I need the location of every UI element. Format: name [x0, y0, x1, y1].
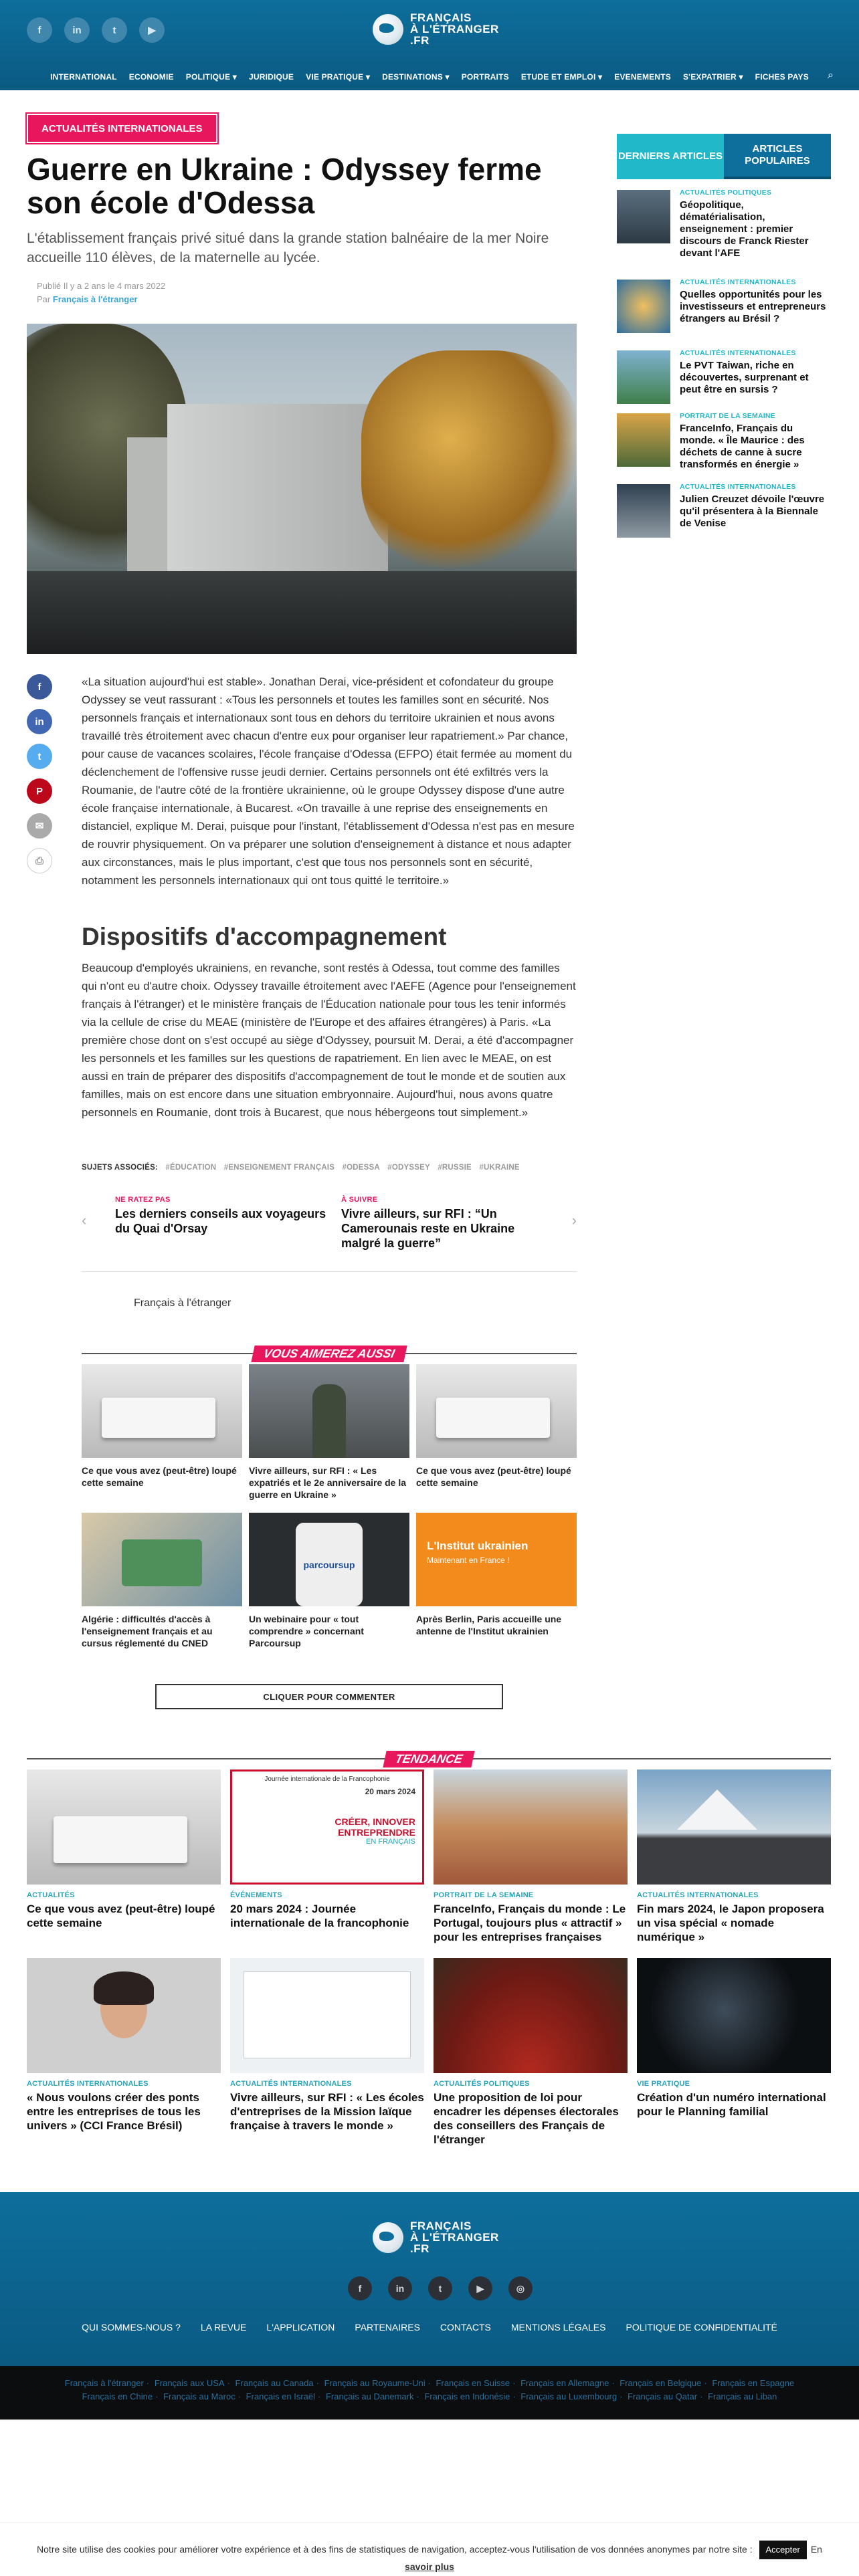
nav-etude-emploi[interactable]: ETUDE ET EMPLOI ▾ — [520, 72, 603, 82]
footer-link[interactable]: CONTACTS — [440, 2322, 491, 2333]
site-logo[interactable]: FRANÇAIS À L'ÉTRANGER .FR — [373, 12, 499, 46]
learn-more-link[interactable]: savoir plus — [405, 2561, 454, 2572]
header-social — [27, 17, 165, 43]
share-facebook-icon[interactable]: f — [27, 674, 52, 700]
related-card[interactable]: Ce que vous avez (peut-être) loupé cette semaine — [82, 1364, 242, 1489]
article-meta: Publié Il y a 2 ans le 4 mars 2022 Par Français à l'étranger — [37, 281, 166, 304]
related-tags: SUJETS ASSOCIÉS: #ÉDUCATION #ENSEIGNEMENT FRANÇAIS #ODESSA #ODYSSEY #RUSSIE #UKRAINE — [82, 1164, 520, 1172]
main-nav — [0, 64, 859, 90]
next-article[interactable]: À SUIVRE Vivre ailleurs, sur RFI : “Un Camerounais reste en Ukraine malgré la guerre” — [341, 1196, 515, 1250]
tag-link[interactable]: #RUSSIE — [438, 1164, 472, 1172]
country-link[interactable]: Français au Liban — [708, 2391, 777, 2401]
trending-card[interactable]: ACTUALITÉS INTERNATIONALES Fin mars 2024, le Japon proposera un visa spécial « nomade numérique » — [637, 1769, 831, 1944]
footer-link[interactable]: MENTIONS LÉGALES — [510, 2322, 606, 2333]
country-link[interactable]: Français en Suisse — [436, 2378, 510, 2388]
sidebar-item[interactable]: PORTRAIT DE LA SEMAINE FranceInfo, Français du monde. « Île Maurice : des déchets de canne à sucre transformés en énergie » — [617, 412, 831, 472]
search-icon[interactable]: ⌕ — [828, 70, 834, 81]
article-lede: L'établissement français privé situé dans la grande station balnéaire de la mer Noire accueille 110 élèves, de la maternelle au lycée. — [27, 231, 549, 265]
cookie-banner: Notre site utilise des cookies pour améliorer votre expérience et à des fins de statistiques de navigation, acceptez-vous l'utilisation de vos données anonymes par notre site : Accepter En savoir plus — [0, 2523, 859, 2576]
article-title: Guerre en Ukraine : Odyssey ferme son école d'Odessa — [27, 152, 542, 220]
youtube-icon[interactable]: ▶ — [468, 2276, 492, 2300]
country-link[interactable]: Français en Espagne — [712, 2378, 795, 2388]
footer-link[interactable]: L'APPLICATION — [266, 2322, 335, 2333]
share-bar — [27, 674, 52, 873]
footer-social — [348, 2276, 533, 2300]
chevron-left-icon[interactable]: ‹ — [82, 1212, 87, 1228]
footer-link[interactable]: PARTENAIRES — [355, 2322, 420, 2333]
tag-link[interactable]: #ÉDUCATION — [165, 1164, 217, 1172]
tag-link[interactable]: #UKRAINE — [479, 1164, 520, 1172]
author-link[interactable]: Français à l'étranger — [52, 294, 138, 304]
nav-destinations[interactable]: DESTINATIONS ▾ — [382, 72, 450, 82]
country-link[interactable]: Français au Qatar — [628, 2391, 698, 2401]
country-link[interactable]: Français au Canada — [235, 2378, 314, 2388]
trending-card[interactable]: Journée internationale de la Francophonie 20 mars 2024 CRÉER, INNOVER ENTREPRENDRE EN FRANÇAIS ÉVÉNEMENTS 20 mars 2024 : Journée internationale de la francophonie — [230, 1769, 424, 1930]
related-card[interactable]: Vivre ailleurs, sur RFI : « Les expatriés et le 2e anniversaire de la guerre en Ukraine » — [249, 1364, 409, 1501]
country-link[interactable]: Français au Royaume-Uni — [324, 2378, 425, 2388]
prev-article[interactable]: NE RATEZ PAS Les derniers conseils aux voyageurs du Quai d'Orsay — [115, 1196, 326, 1235]
chevron-right-icon[interactable]: › — [571, 1212, 577, 1228]
country-link[interactable]: Français en Israël — [246, 2391, 315, 2401]
linkedin-icon[interactable]: in — [388, 2276, 412, 2300]
country-link[interactable]: Français à l'étranger — [64, 2378, 144, 2388]
trending-heading: TENDANCE — [27, 1749, 831, 1768]
share-twitter-icon[interactable]: t — [27, 744, 52, 769]
trending-card[interactable]: ACTUALITÉS INTERNATIONALES « Nous voulons créer des ponts entre les entreprises de tous les univers » (CCI France Brésil) — [27, 1958, 221, 2133]
trending-card[interactable]: ACTUALITÉS INTERNATIONALES Vivre ailleurs, sur RFI : « Les écoles d'entreprises de la Mission laïque française à travers le monde » — [230, 1958, 424, 2133]
share-pinterest-icon[interactable]: P — [27, 778, 52, 804]
site-header — [0, 0, 859, 90]
share-linkedin-icon[interactable]: in — [27, 709, 52, 734]
trending-card[interactable]: VIE PRATIQUE Création d'un numéro international pour le Planning familial — [637, 1958, 831, 2119]
related-card[interactable]: L'Institut ukrainien Maintenant en France ! Après Berlin, Paris accueille une antenne de l'Institut ukrainien — [416, 1513, 577, 1637]
publish-date: Publié Il y a 2 ans le 4 mars 2022 — [37, 281, 166, 291]
related-card[interactable]: parcoursup Un webinaire pour « tout comprendre » concernant Parcoursup — [249, 1513, 409, 1649]
tag-link[interactable]: #ENSEIGNEMENT FRANÇAIS — [223, 1164, 335, 1172]
country-links: Français à l'étranger · Français aux USA · Français au Canada · Français au Royaume-Uni · Français en Suisse · Français en Allemagne · Français en Belgique · Français en Espagne Français en Chine · Français au Maroc · Français en Israël · Français au Danemark · Français en Indonésie · Français au Luxembourg · Français au Qatar · Français au Liban — [0, 2366, 859, 2420]
linkedin-icon[interactable]: in — [64, 17, 90, 43]
section-heading: Dispositifs d'accompagnement — [82, 923, 447, 950]
nav-evenements[interactable]: EVENEMENTS — [614, 72, 671, 82]
instagram-icon[interactable]: ◎ — [508, 2276, 533, 2300]
tab-derniers-articles[interactable]: DERNIERS ARTICLES — [617, 134, 724, 179]
country-link[interactable]: Français en Indonésie — [424, 2391, 510, 2401]
trending-card[interactable]: ACTUALITÉS Ce que vous avez (peut-être) loupé cette semaine — [27, 1769, 221, 1930]
article-paragraph-2: Beaucoup d'employés ukrainiens, en revanche, sont restés à Odessa, tout comme des familles qui n'ont eu d'autre choix. Odyssey travaille étroitement avec l'AEFE (Agence pour l'enseignement français à l'étranger) et le ministère français de l'Éducation nationale pour tous les tenir informés via la cellule de crise du MEAE (ministère de l'Europe et des affaires étrangères) à Paris. «La première chose dont on s'est occupé au siège d'Odyssey, poursuit M. Derai, a été d'accompagner les personnels et les familles sur les questions de rapatriement. En lien avec le MEAE, on est aussi en train de préparer des dispositifs d'accompagnement de tout le monde et de soutien aux familles, mais on est encore dans une situation embryonnaire. Aujourd'hui, nous avons quatre personnels en Roumanie, dont trois à Bucarest, que nous hébergeons tout simplement.» — [82, 962, 576, 1119]
sidebar-item[interactable]: ACTUALITÉS INTERNATIONALES Julien Creuzet dévoile l'œuvre qu'il présentera à la Biennale de Venise — [617, 483, 831, 543]
tag-link[interactable]: #ODYSSEY — [387, 1164, 430, 1172]
category-badge[interactable]: ACTUALITÉS INTERNATIONALES — [27, 114, 217, 143]
trending-card[interactable]: ACTUALITÉS POLITIQUES Une proposition de loi pour encadrer les dépenses électorales des conseillers des Français de l'étranger — [434, 1958, 628, 2147]
facebook-icon[interactable]: f — [27, 17, 52, 43]
country-link[interactable]: Français en Chine — [82, 2391, 153, 2401]
twitter-icon[interactable]: t — [428, 2276, 452, 2300]
footer-logo[interactable]: FRANÇAIS À L'ÉTRANGER .FR — [373, 2220, 499, 2254]
nav-sexpatrier[interactable]: S'EXPATRIER ▾ — [682, 72, 743, 82]
country-link[interactable]: Français en Allemagne — [520, 2378, 609, 2388]
sidebar-item[interactable]: ACTUALITÉS INTERNATIONALES Le PVT Taiwan, riche en découvertes, surprenant et peut être en sursis ? — [617, 349, 831, 409]
twitter-icon[interactable]: t — [102, 17, 127, 43]
footer-link[interactable]: LA REVUE — [200, 2322, 247, 2333]
nav-juridique[interactable]: JURIDIQUE — [248, 72, 294, 82]
article-paragraph-1: «La situation aujourd'hui est stable». Jonathan Derai, vice-président et cofondateur du groupe Odyssey se veut rassurant : «Tous les personnels et toutes les familles sont en sécurité. Nos personnels français et internationaux sont tous en dehors du territoire ukrainien et nous avons travaillé très étroitement avec chacun d'entre eux pour organiser leur rapatriement.» Par chance, pour cause de vacances scolaires, l'école française d'Odessa (EFPO) était fermée au moment du déclenchement de l'offensive russe jeudi dernier. Certains personnels ont été exfiltrés vers la Roumanie, de l'autre côté de la frontière ukrainienne, où le groupe Odyssey dispose d'une autre école française internationale, à Bucarest. «On travaille à une reprise des enseignements en distanciel, explique M. Derai, puisque pour l'instant, l'établissement d'Odessa n'est pas en mesure de rouvrir physiquement. On va préparer une solution d'enseignement à distance et nous adapter aux circonstances, mais le plus important, c'est que tous nos personnels sont en sécurité, notamment les personnels internationaux qui ont tous quitté le territoire.» — [82, 675, 575, 887]
globe-icon — [373, 2222, 403, 2253]
footer-nav — [0, 2322, 859, 2333]
country-link[interactable]: Français au Luxembourg — [520, 2391, 617, 2401]
author-box[interactable]: Français à l'étranger — [134, 1297, 231, 1309]
tag-link[interactable]: #ODESSA — [342, 1164, 380, 1172]
related-card[interactable]: Algérie : difficultés d'accès à l'enseignement français et au cursus réglementé du CNED — [82, 1513, 242, 1649]
comment-button[interactable]: CLIQUER POUR COMMENTER — [155, 1684, 503, 1709]
country-link[interactable]: Français au Danemark — [325, 2391, 414, 2401]
nav-portraits[interactable]: PORTRAITS — [461, 72, 509, 82]
sidebar-item[interactable]: ACTUALITÉS POLITIQUES Géopolitique, dématérialisation, enseignement : premier discours de Franck Riester devant l'AFE — [617, 189, 831, 249]
hero-image — [27, 324, 577, 654]
accept-cookies-button[interactable]: Accepter — [759, 2541, 807, 2559]
nav-economie[interactable]: ECONOMIE — [128, 72, 174, 82]
footer-link[interactable]: QUI SOMMES-NOUS ? — [82, 2322, 181, 2333]
youtube-icon[interactable]: ▶ — [139, 17, 165, 43]
related-heading: VOUS AIMEREZ AUSSI — [82, 1344, 577, 1363]
country-link[interactable]: Français aux USA — [154, 2378, 225, 2388]
sidebar-item[interactable]: ACTUALITÉS INTERNATIONALES Quelles opportunités pour les investisseurs et entrepreneurs étrangers au Brésil ? — [617, 278, 831, 338]
share-email-icon[interactable]: ✉ — [27, 813, 52, 839]
print-icon[interactable]: ⎙ — [27, 848, 52, 873]
country-link[interactable]: Français au Maroc — [163, 2391, 235, 2401]
related-card[interactable]: Ce que vous avez (peut-être) loupé cette semaine — [416, 1364, 577, 1489]
nav-fiches-pays[interactable]: FICHES PAYS — [755, 72, 809, 82]
sidebar-tabs — [617, 134, 831, 179]
country-link[interactable]: Français en Belgique — [619, 2378, 702, 2388]
site-footer — [0, 2192, 859, 2366]
globe-icon — [373, 14, 403, 45]
nav-politique[interactable]: POLITIQUE ▾ — [185, 72, 237, 82]
nav-vie-pratique[interactable]: VIE PRATIQUE ▾ — [306, 72, 371, 82]
footer-link[interactable]: POLITIQUE DE CONFIDENTIALITÉ — [626, 2322, 777, 2333]
tab-articles-populaires[interactable]: ARTICLES POPULAIRES — [724, 134, 831, 179]
trending-card[interactable]: PORTRAIT DE LA SEMAINE FranceInfo, Français du monde : Le Portugal, toujours plus « attractif » pour les entreprises françaises — [434, 1769, 628, 1944]
prev-next-nav — [82, 1192, 577, 1272]
facebook-icon[interactable]: f — [348, 2276, 372, 2300]
nav-international[interactable]: INTERNATIONAL — [50, 72, 117, 82]
